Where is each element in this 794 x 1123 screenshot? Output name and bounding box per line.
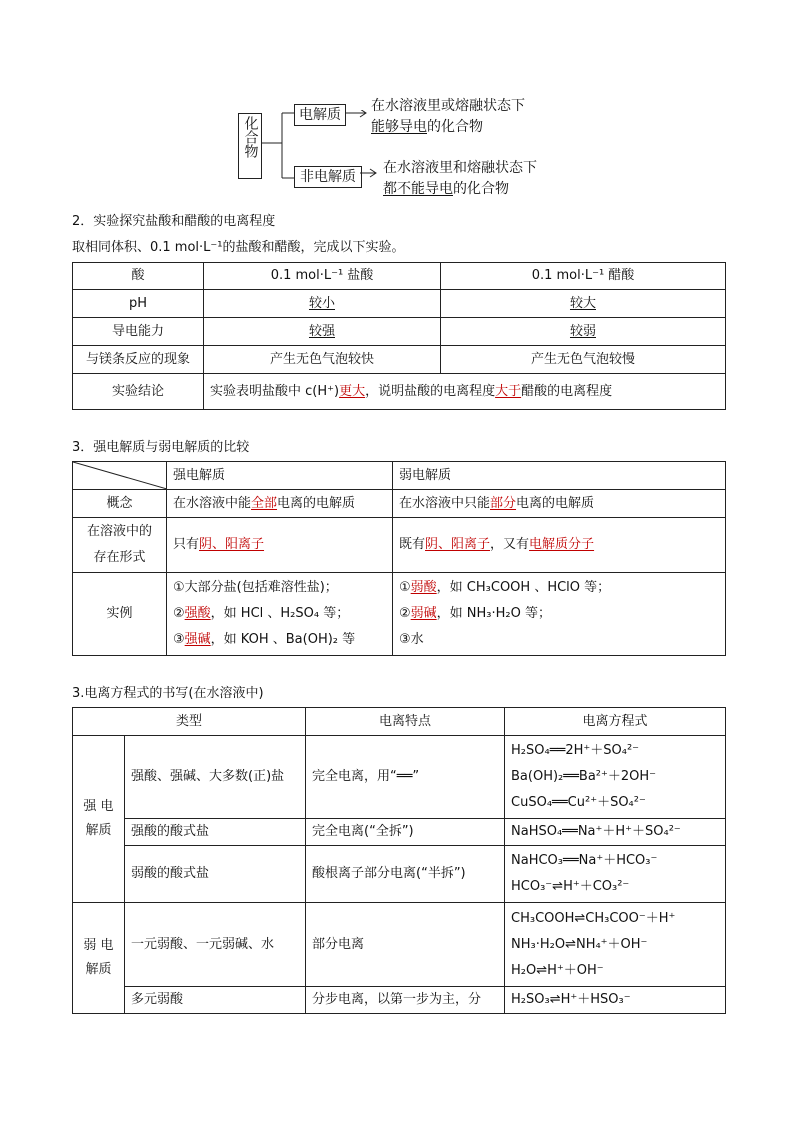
cell-value: 较大 [569, 295, 596, 311]
type-cell: 一元弱酸、一元弱碱、水 [125, 903, 306, 987]
row-label: 与镁条反应的现象 [73, 346, 204, 374]
type-cell: 多元弱酸 [125, 987, 306, 1014]
col-strong: 强电解质 [167, 462, 393, 490]
equation-cell: CH₃COOH⇌CH₃COO⁻＋H⁺ NH₃·H₂O⇌NH₄⁺＋OH⁻ H₂O⇌H⁺＋OH⁻ [505, 903, 726, 987]
section2-heading: 2．实验探究盐酸和醋酸的电离程度 [72, 214, 276, 229]
compound-box [238, 113, 262, 179]
section2-intro: 取相同体积、0.1 mol·L⁻¹的盐酸和醋酸，完成以下实验。 [72, 240, 405, 255]
acid-experiment-table [72, 262, 726, 410]
concept-weak: 在水溶液中只能部分电离的电解质 [393, 490, 726, 518]
feature-cell: 部分电离 [306, 903, 505, 987]
type-cell: 强酸、强碱、大多数(正)盐 [125, 736, 306, 819]
type-cell: 弱酸的酸式盐 [125, 846, 306, 903]
example-label: 实例 [73, 573, 167, 656]
section4-heading: 3.电离方程式的书写(在水溶液中) [72, 686, 264, 701]
header-type: 类型 [73, 708, 306, 736]
form-weak: 既有阴、阳离子，又有电解质分子 [393, 518, 726, 573]
header-acid: 酸 [73, 263, 204, 290]
feature-cell: 分步电离，以第一步为主，分 [306, 987, 505, 1014]
equation-cell: NaHSO₄══Na⁺＋H⁺＋SO₄²⁻ [505, 819, 726, 846]
header-acetic: 0.1 mol·L⁻¹ 醋酸 [441, 263, 726, 290]
row-label: 导电能力 [73, 318, 204, 346]
feature-cell: 完全电离(“全拆”) [306, 819, 505, 846]
header-hcl: 0.1 mol·L⁻¹ 盐酸 [204, 263, 441, 290]
section3-heading: 3．强电解质与弱电解质的比较 [72, 440, 250, 455]
cell-value: 较弱 [569, 323, 596, 339]
diagonal-header-cell [73, 462, 167, 490]
form-strong: 只有阴、阳离子 [167, 518, 393, 573]
ionization-equation-table [72, 707, 726, 1014]
concept-strong: 在水溶液中能全部电离的电解质 [167, 490, 393, 518]
cell-value: 较强 [308, 323, 335, 339]
col-weak: 弱电解质 [393, 462, 726, 490]
feature-cell: 完全电离，用“══” [306, 736, 505, 819]
conclusion-label: 实验结论 [73, 374, 204, 410]
electrolyte-definition: 在水溶液里或熔融状态下 能够导电的化合物 [371, 98, 525, 135]
nonelectrolyte-definition: 在水溶液里和熔融状态下 都不能导电的化合物 [383, 160, 537, 197]
row-label: pH [73, 290, 204, 318]
equation-cell: H₂SO₄══2H⁺＋SO₄²⁻ Ba(OH)₂══Ba²⁺＋2OH⁻ CuSO₄══Cu²⁺＋SO₄²⁻ [505, 736, 726, 819]
cell-value: 产生无色气泡较快 [204, 346, 441, 374]
cell-value: 较小 [308, 295, 335, 311]
form-label: 在溶液中的 存在形式 [73, 518, 167, 573]
electrolyte-box: 电解质 [294, 104, 346, 126]
electrolyte-comparison-table [72, 461, 726, 656]
type-cell: 强酸的酸式盐 [125, 819, 306, 846]
example-weak: ①弱酸，如 CH₃COOH 、HClO 等； ②弱碱，如 NH₃·H₂O 等； ③水 [393, 573, 726, 656]
weak-electrolyte-label: 弱 电 解质 [73, 903, 125, 1014]
cell-value: 产生无色气泡较慢 [441, 346, 726, 374]
feature-cell: 酸根离子部分电离(“半拆”) [306, 846, 505, 903]
compound-label: 化合物 [242, 116, 259, 158]
example-strong: ①大部分盐(包括难溶性盐)； ②强酸，如 HCl 、H₂SO₄ 等； ③强碱，如 KOH 、Ba(OH)₂ 等 [167, 573, 393, 656]
header-equation: 电离方程式 [505, 708, 726, 736]
concept-label: 概念 [73, 490, 167, 518]
strong-electrolyte-label: 强 电 解质 [73, 736, 125, 903]
equation-cell: NaHCO₃══Na⁺＋HCO₃⁻ HCO₃⁻⇌H⁺＋CO₃²⁻ [505, 846, 726, 903]
header-feature: 电离特点 [306, 708, 505, 736]
nonelectrolyte-box: 非电解质 [294, 166, 362, 188]
conclusion-text: 实验表明盐酸中 c(H⁺)更大，说明盐酸的电离程度大于醋酸的电离程度 [204, 374, 726, 410]
equation-cell: H₂SO₃⇌H⁺＋HSO₃⁻ [505, 987, 726, 1014]
